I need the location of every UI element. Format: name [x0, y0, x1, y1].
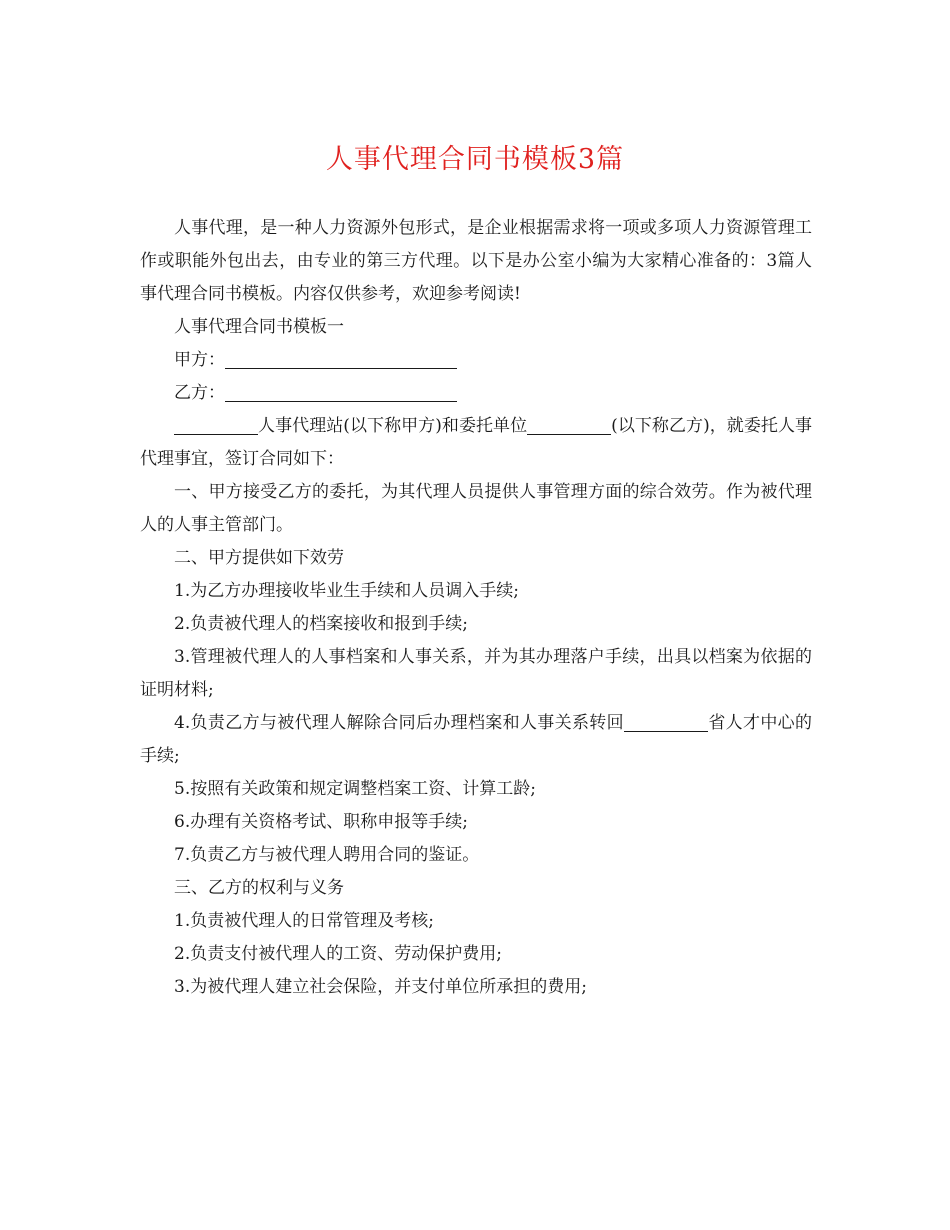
party-b-line — [140, 377, 812, 410]
intro-paragraph: 人事代理，是一种人力资源外包形式，是企业根据需求将一项或多项人力资源管理工作或职能外包出去，由专业的第三方代理。以下是办公室小编为大家精心准备的：3篇人事代理合同书模板。内容仅供参考，欢迎参考阅读! — [140, 218, 812, 304]
preamble-part1: 人事代理站(以下称甲方)和委托单位 — [258, 416, 528, 436]
preamble-part2: (以下称乙方)，就委托人事代理事宜，签订合同如下： — [140, 416, 813, 469]
clause-3-item-1: 1.负责被代理人的日常管理及考核; — [174, 911, 434, 931]
clause-2-item-4-part2: 省人才中心的手续; — [140, 713, 813, 766]
client-unit-blank — [527, 412, 611, 435]
clause-2-item-4-part1: 4.负责乙方与被代理人解除合同后办理档案和人事关系转回 — [174, 713, 624, 733]
clause-3-item-3: 3.为被代理人建立社会保险，并支付单位所承担的费用; — [174, 977, 587, 997]
agency-station-blank — [174, 412, 258, 435]
party-a-label: 甲方： — [174, 350, 225, 370]
clause-2-item-1: 1.为乙方办理接收毕业生手续和人员调入手续; — [174, 581, 519, 601]
clause-3-item-2: 2.负责支付被代理人的工资、劳动保护费用; — [174, 944, 502, 964]
clause-2-item-2: 2.负责被代理人的档案接收和报到手续; — [174, 614, 468, 634]
clause-2-item-7: 7.负责乙方与被代理人聘用合同的鉴证。 — [174, 845, 480, 865]
document-body — [140, 212, 812, 1004]
clause-1: 一、甲方接受乙方的委托，为其代理人员提供人事管理方面的综合效劳。作为被代理人的人事主管部门。 — [140, 482, 812, 535]
clause-2-item-3: 3.管理被代理人的人事档案和人事关系，并为其办理落户手续，出具以档案为依据的证明材料; — [140, 647, 812, 700]
province-blank — [624, 709, 708, 732]
section-title: 人事代理合同书模板一 — [174, 317, 344, 337]
party-b-blank — [225, 379, 457, 402]
party-a-blank — [225, 346, 457, 369]
party-b-label: 乙方： — [174, 383, 225, 403]
party-a-line — [140, 344, 812, 377]
clause-2-item-5: 5.按照有关政策和规定调整档案工资、计算工龄; — [174, 779, 536, 799]
clause-2-item-6: 6.办理有关资格考试、职称申报等手续; — [174, 812, 468, 832]
clause-2-item-4 — [140, 707, 812, 773]
clause-3-title: 三、乙方的权利与义务 — [174, 878, 344, 898]
document-title: 人事代理合同书模板3篇 — [325, 144, 625, 175]
preamble-paragraph — [140, 410, 812, 476]
clause-2-title: 二、甲方提供如下效劳 — [174, 548, 344, 568]
